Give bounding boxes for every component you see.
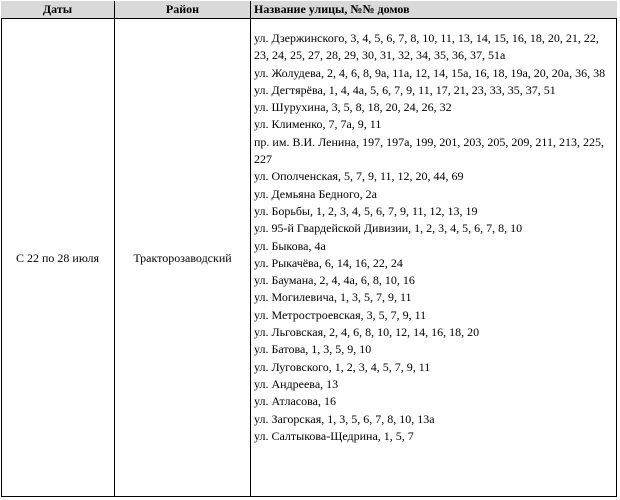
header-streets-label: Название улицы, №№ домов: [254, 2, 410, 16]
cell-streets: [251, 19, 617, 497]
header-dates-label: Даты: [42, 2, 73, 16]
street-entry: ул. Ополченская, 5, 7, 9, 11, 12, 20, 44, 69: [254, 169, 464, 184]
district-value: Тракторозаводский: [133, 250, 232, 265]
street-entry: ул. Льговская, 2, 4, 6, 8, 10, 12, 14, 16, 18, 20: [254, 325, 480, 340]
header-district: [115, 1, 251, 19]
street-entry: ул. Дзержинского, 3, 4, 5, 6, 7, 8, 10, 11, 13, 14, 15, 16, 18, 20, 21, 22, 23, 24, 25, 27, 28, 29, 30, 31, 32, 34, 35, 36, 37, 51а: [254, 31, 599, 63]
street-entry: ул. Шурухина, 3, 5, 8, 18, 20, 24, 26, 32: [254, 100, 452, 115]
schedule-table: [1, 1, 617, 497]
street-entry: ул. Клименко, 7, 7а, 9, 11: [254, 117, 382, 132]
street-entry: ул. Баумана, 2, 4, 4а, 6, 8, 10, 16: [254, 273, 415, 288]
street-entry: ул. Луговского, 1, 2, 3, 4, 5, 7, 9, 11: [254, 359, 431, 374]
street-entry: ул. Дегтярёва, 1, 4, 4а, 5, 6, 7, 9, 11, 17, 21, 23, 33, 35, 37, 51: [254, 82, 556, 97]
street-entry: ул. Батова, 1, 3, 5, 9, 10: [254, 342, 372, 357]
header-district-label: Район: [165, 2, 200, 16]
header-dates: [1, 1, 115, 19]
cell-dates: [1, 19, 115, 497]
street-entry: ул. Жолудева, 2, 4, 6, 8, 9а, 11а, 12, 14, 15а, 16, 18, 19а, 20, 20а, 36, 38: [254, 65, 606, 80]
street-entry: ул. Демьяна Бедного, 2а: [254, 186, 377, 201]
street-entry: ул. Могилевича, 1, 3, 5, 7, 9, 11: [254, 290, 412, 305]
street-entry: ул. Андреева, 13: [254, 376, 339, 391]
cell-district: [115, 19, 251, 497]
street-entry: ул. Рыкачёва, 6, 14, 16, 22, 24: [254, 255, 403, 270]
street-entry: ул. Загорская, 1, 3, 5, 6, 7, 8, 10, 13а: [254, 411, 435, 426]
dates-value: С 22 по 28 июля: [15, 250, 100, 265]
street-entry: ул. Быкова, 4а: [254, 238, 326, 253]
street-entry: пр. им. В.И. Ленина, 197, 197а, 199, 201, 203, 205, 209, 211, 213, 225, 227: [254, 134, 604, 167]
street-entry: ул. Борьбы, 1, 2, 3, 4, 5, 6, 7, 9, 11, 12, 13, 19: [254, 203, 478, 218]
street-entry: ул. Салтыкова-Щедрина, 1, 5, 7: [254, 428, 414, 443]
street-entry: ул. Атласова, 16: [254, 394, 336, 409]
street-entry: ул. 95-й Гвардейской Дивизии, 1, 2, 3, 4, 5, 6, 7, 8, 10: [254, 221, 523, 236]
street-entry: ул. Метростроевская, 3, 5, 7, 9, 11: [254, 307, 427, 322]
header-streets: [251, 1, 617, 19]
